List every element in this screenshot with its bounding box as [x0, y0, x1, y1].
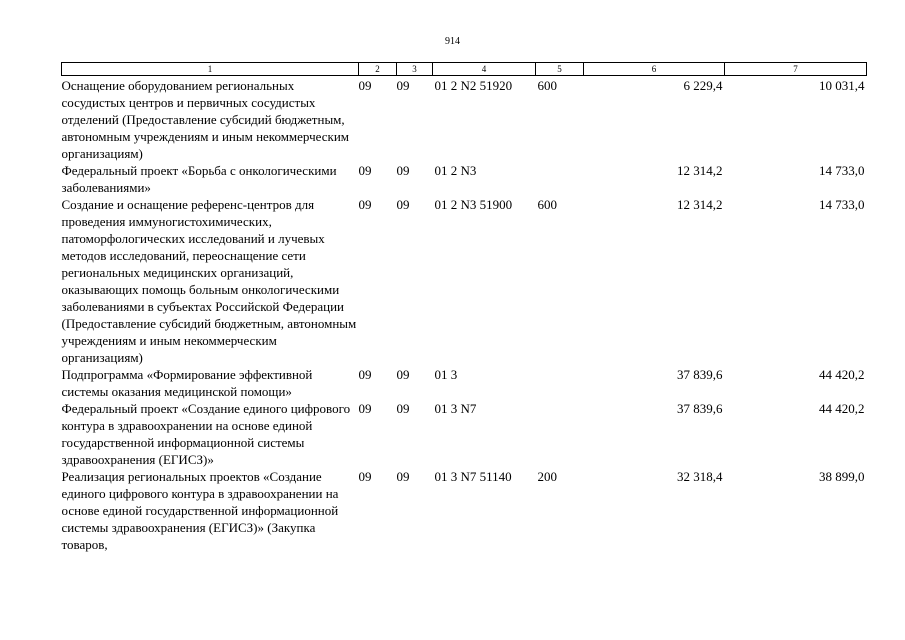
row-amount-1: 32 318,4	[677, 469, 723, 484]
row-section: 09	[358, 78, 372, 93]
row-amount-2: 44 420,2	[819, 367, 865, 382]
row-target-code: 01 2 N2 51920	[434, 78, 513, 93]
row-target-code: 01 2 N3	[434, 163, 477, 178]
table-row	[62, 366, 867, 400]
table-row	[62, 76, 867, 163]
table-row	[62, 162, 867, 196]
row-name: Федеральный проект «Борьба с онкологическими заболеваниями»	[61, 163, 337, 195]
row-expense-type	[536, 366, 584, 400]
row-subsection: 09	[396, 469, 410, 484]
row-name: Создание и оснащение референс-центров для проведения иммуногистохимических, патоморфологических исследований и лучевых методов исследований, переоснащение сети региональных медицинских организаций, оказывающих помощь больным онкологическими заболеваниями в субъектах Российской Федерации (Предоставление субсидий бюджетным, автономным учреждениям и иным некоммерческим организациям)	[61, 197, 357, 365]
table-header-row	[62, 63, 867, 76]
row-amount-2: 38 899,0	[819, 469, 865, 484]
budget-table	[61, 62, 867, 553]
row-target-code: 01 3	[434, 367, 458, 382]
row-expense-type: 600	[537, 197, 557, 212]
column-header-1: 1	[62, 63, 359, 76]
row-amount-1: 37 839,6	[677, 401, 723, 416]
column-header-4: 4	[433, 63, 536, 76]
row-amount-2: 14 733,0	[819, 163, 865, 178]
row-amount-1: 6 229,4	[683, 78, 723, 93]
table-row	[62, 196, 867, 366]
table-row	[62, 468, 867, 553]
page-number: 914	[445, 36, 460, 47]
row-subsection: 09	[396, 367, 410, 382]
row-amount-2: 44 420,2	[819, 401, 865, 416]
row-section: 09	[358, 469, 372, 484]
row-name: Подпрограмма «Формирование эффективной системы оказания медицинской помощи»	[61, 367, 313, 399]
column-header-6: 6	[584, 63, 725, 76]
row-subsection: 09	[396, 401, 410, 416]
row-subsection: 09	[396, 78, 410, 93]
row-subsection: 09	[396, 197, 410, 212]
row-expense-type: 200	[537, 469, 557, 484]
row-amount-1: 12 314,2	[677, 163, 723, 178]
row-amount-2: 10 031,4	[819, 78, 865, 93]
row-expense-type: 600	[537, 78, 557, 93]
row-name: Оснащение оборудованием региональных сосудистых центров и первичных сосудистых отделений (Предоставление субсидий бюджетным, автономным учреждениям и иным некоммерческим организациям)	[61, 78, 350, 161]
row-section: 09	[358, 197, 372, 212]
row-subsection: 09	[396, 163, 410, 178]
column-header-2: 2	[359, 63, 397, 76]
row-expense-type	[536, 400, 584, 468]
column-header-5: 5	[536, 63, 584, 76]
column-header-3: 3	[397, 63, 433, 76]
row-amount-1: 37 839,6	[677, 367, 723, 382]
column-header-7: 7	[725, 63, 867, 76]
row-section: 09	[358, 163, 372, 178]
row-section: 09	[358, 367, 372, 382]
row-name: Федеральный проект «Создание единого цифрового контура в здравоохранении на основе единой государственной информационной системы здравоохранения (ЕГИСЗ)»	[61, 401, 351, 467]
row-expense-type	[536, 162, 584, 196]
row-amount-1: 12 314,2	[677, 197, 723, 212]
row-target-code: 01 3 N7 51140	[434, 469, 512, 484]
row-target-code: 01 3 N7	[434, 401, 477, 416]
row-amount-2: 14 733,0	[819, 197, 865, 212]
table-row	[62, 400, 867, 468]
row-section: 09	[358, 401, 372, 416]
row-target-code: 01 2 N3 51900	[434, 197, 513, 212]
row-name: Реализация региональных проектов «Создание единого цифрового контура в здравоохранении на основе единой государственной информационной системы здравоохранения (ЕГИСЗ)» (Закупка товаров,	[61, 469, 339, 552]
